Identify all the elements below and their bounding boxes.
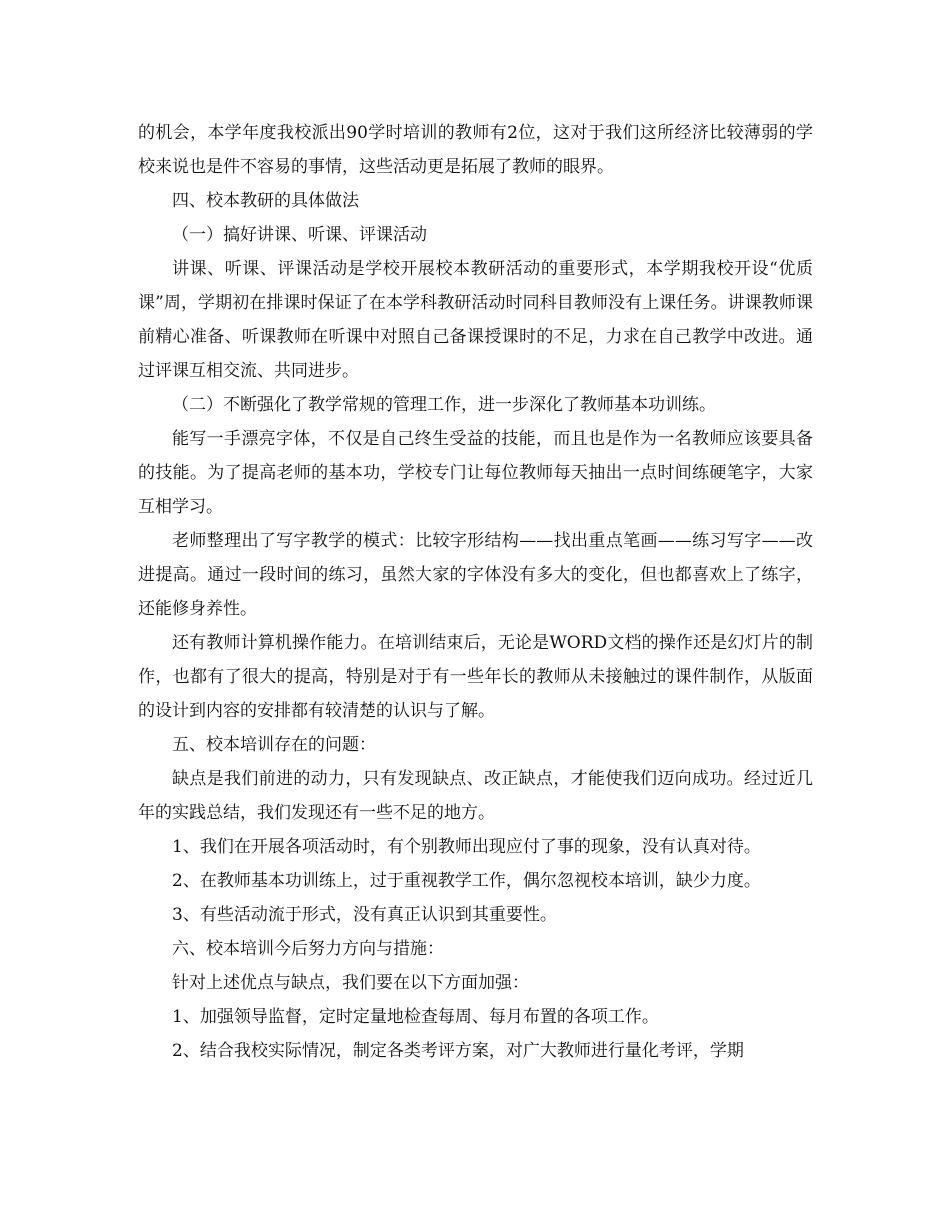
paragraph-4: （二）不断强化了教学常规的管理工作，进一步深化了教师基本功训练。 <box>172 395 716 415</box>
paragraph-16: 2、结合我校实际情况，制定各类考评方案，对广大教师进行量化考评，学期 <box>172 1041 744 1061</box>
paragraph-12: 3、有些活动流于形式，没有真正认识到其重要性。 <box>172 905 557 925</box>
paragraph-8: 五、校本培训存在的问题： <box>172 735 376 755</box>
paragraph-15: 1、加强领导监督，定时定量地检查每周、每月布置的各项工作。 <box>172 1007 659 1027</box>
paragraph-3: 讲课、听课、评课活动是学校开展校本教研活动的重要形式，本学期我校开设“优质课”周，学期初在排课时保证了在本学科教研活动时同科目教师没有上课任务。讲课教师课前精心准备、听课教师在听课中对照自己备课授课时的不足，力求在自己教学中改进。通过评课互相交流、共同进步。 <box>138 259 813 381</box>
paragraph-1: 四、校本教研的具体做法 <box>172 191 359 211</box>
paragraph-2: （一）搞好讲课、听课、评课活动 <box>172 225 427 245</box>
paragraph-9: 缺点是我们前进的动力，只有发现缺点、改正缺点，才能使我们迈向成功。经过近几年的实践总结，我们发现还有一些不足的地方。 <box>138 769 813 823</box>
paragraph-13: 六、校本培训今后努力方向与措施： <box>172 939 444 959</box>
paragraph-11: 2、在教师基本功训练上，过于重视教学工作，偶尔忽视校本培训，缺少力度。 <box>172 871 761 891</box>
paragraph-10: 1、我们在开展各项活动时，有个别教师出现应付了事的现象，没有认真对待。 <box>172 837 761 857</box>
paragraph-14: 针对上述优点与缺点，我们要在以下方面加强： <box>172 973 529 993</box>
paragraph-7: 还有教师计算机操作能力。在培训结束后，无论是WORD文档的操作还是幻灯片的制作，也都有了很大的提高，特别是对于有一些年长的教师从未接触过的课件制作，从版面的设计到内容的安排都有较清楚的认识与了解。 <box>138 633 813 721</box>
paragraph-0: 的机会，本学年度我校派出90学时培训的教师有2位，这对于我们这所经济比较薄弱的学校来说也是件不容易的事情，这些活动更是拓展了教师的眼界。 <box>138 123 813 177</box>
document-body <box>138 116 813 1068</box>
paragraph-5: 能写一手漂亮字体，不仅是自己终生受益的技能，而且也是作为一名教师应该要具备的技能。为了提高老师的基本功，学校专门让每位教师每天抽出一点时间练硬笔字，大家互相学习。 <box>138 429 813 517</box>
paragraph-6: 老师整理出了写字教学的模式：比较字形结构——找出重点笔画——练习写字——改进提高。通过一段时间的练习，虽然大家的字体没有多大的变化，但也都喜欢上了练字，还能修身养性。 <box>138 531 813 619</box>
